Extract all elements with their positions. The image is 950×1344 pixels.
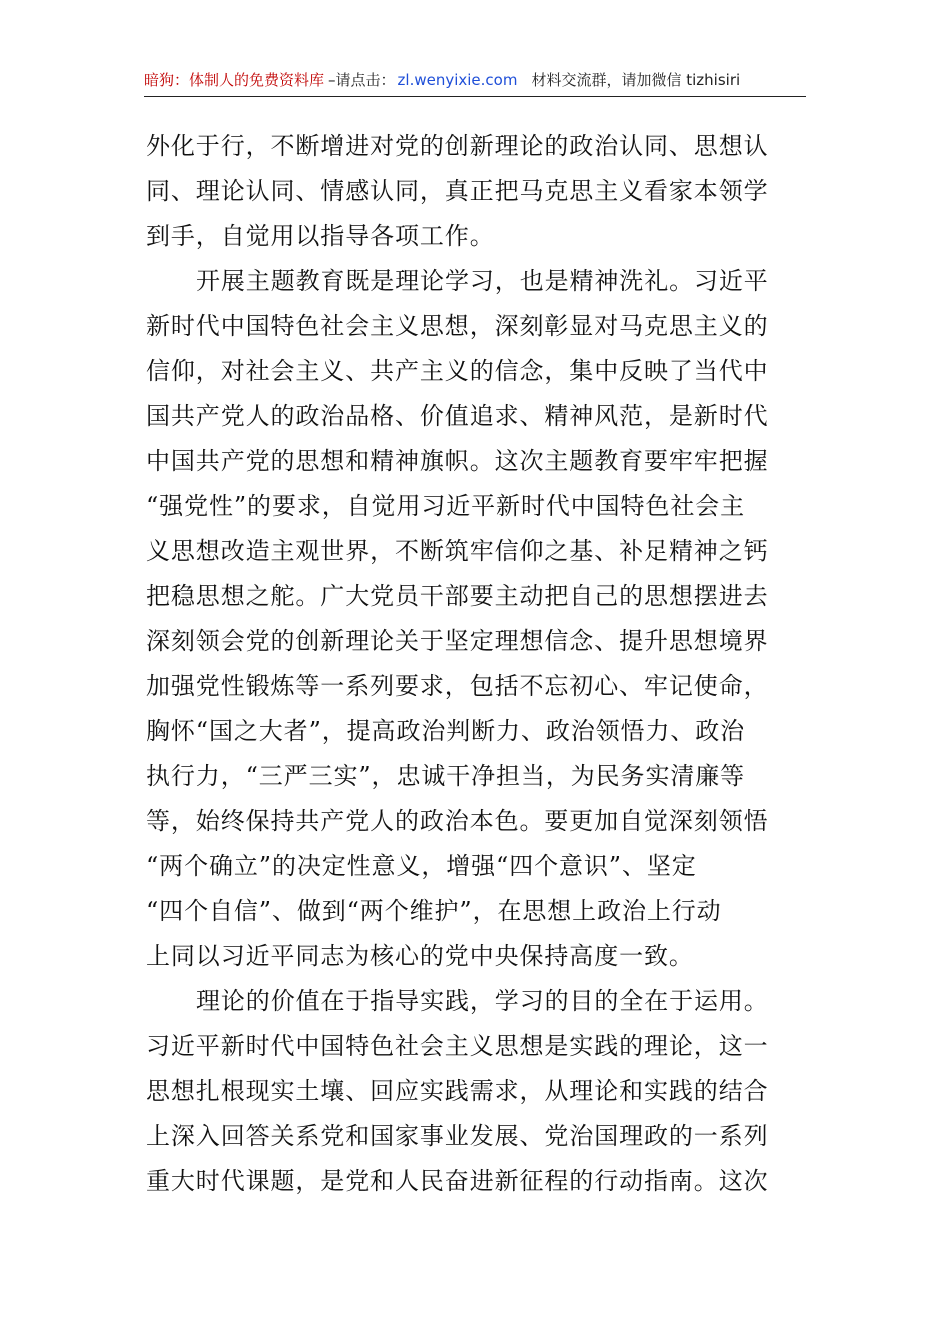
text-line: 义思想改造主观世界，不断筑牢信仰之基、补足精神之钙 [146, 537, 769, 565]
text-line: 同、理论认同、情感认同，真正把马克思主义看家本领学 [146, 177, 769, 205]
text-line: 理论的价值在于指导实践，学习的目的全在于运用。 [196, 987, 769, 1015]
text-line: 等，始终保持共产党人的政治本色。要更加自觉深刻领悟 [146, 807, 769, 835]
text-line: 到手，自觉用以指导各项工作。 [146, 222, 495, 250]
text-line: 重大时代课题，是党和人民奋进新征程的行动指南。这次 [146, 1167, 769, 1195]
text-line: 习近平新时代中国特色社会主义思想是实践的理论，这一 [146, 1032, 769, 1060]
text-line: 思想扎根现实土壤、回应实践需求，从理论和实践的结合 [146, 1077, 769, 1105]
paragraph [146, 979, 810, 1204]
paragraph [146, 259, 810, 979]
text-line: 开展主题教育既是理论学习，也是精神洗礼。习近平 [196, 267, 769, 295]
page-header [144, 66, 806, 97]
text-line: 上同以习近平同志为核心的党中央保持高度一致。 [146, 942, 694, 970]
text-line: 胸怀“国之大者”，提高政治判断力、政治领悟力、政治 [146, 717, 746, 745]
text-line: 新时代中国特色社会主义思想，深刻彰显对马克思主义的 [146, 312, 769, 340]
text-line: 执行力，“三严三实”，忠诚干净担当，为民务实清廉等 [146, 762, 746, 790]
paragraph [146, 124, 810, 259]
text-line: “两个确立”的决定性意义，增强“四个意识”、坚定 [146, 852, 697, 880]
header-link-prefix: –请点击： [328, 71, 396, 89]
header-group-info: 材料交流群，请加微信 tizhisiri [531, 71, 741, 89]
text-line: “强党性”的要求，自觉用习近平新时代中国特色社会主 [146, 492, 746, 520]
text-line: 信仰，对社会主义、共产主义的信念，集中反映了当代中 [146, 357, 769, 385]
text-line: 把稳思想之舵。广大党员干部要主动把自己的思想摆进去 [146, 582, 769, 610]
text-line: 国共产党人的政治品格、价值追求、精神风范，是新时代 [146, 402, 769, 430]
text-line: 上深入回答关系党和国家事业发展、党治国理政的一系列 [146, 1122, 769, 1150]
header-link[interactable]: zl.wenyixie.com [397, 71, 518, 89]
text-line: 加强党性锻炼等一系列要求，包括不忘初心、牢记使命， [146, 672, 769, 700]
document-body [146, 124, 810, 1204]
text-line: 深刻领会党的创新理论关于坚定理想信念、提升思想境界 [146, 627, 769, 655]
text-line: “四个自信”、做到“两个维护”，在思想上政治上行动 [146, 897, 722, 925]
text-line: 外化于行，不断增进对党的创新理论的政治认同、思想认 [146, 132, 769, 160]
text-line: 中国共产党的思想和精神旗帜。这次主题教育要牢牢把握 [146, 447, 769, 475]
header-brand: 暗狗：体制人的免费资料库 [144, 71, 325, 89]
